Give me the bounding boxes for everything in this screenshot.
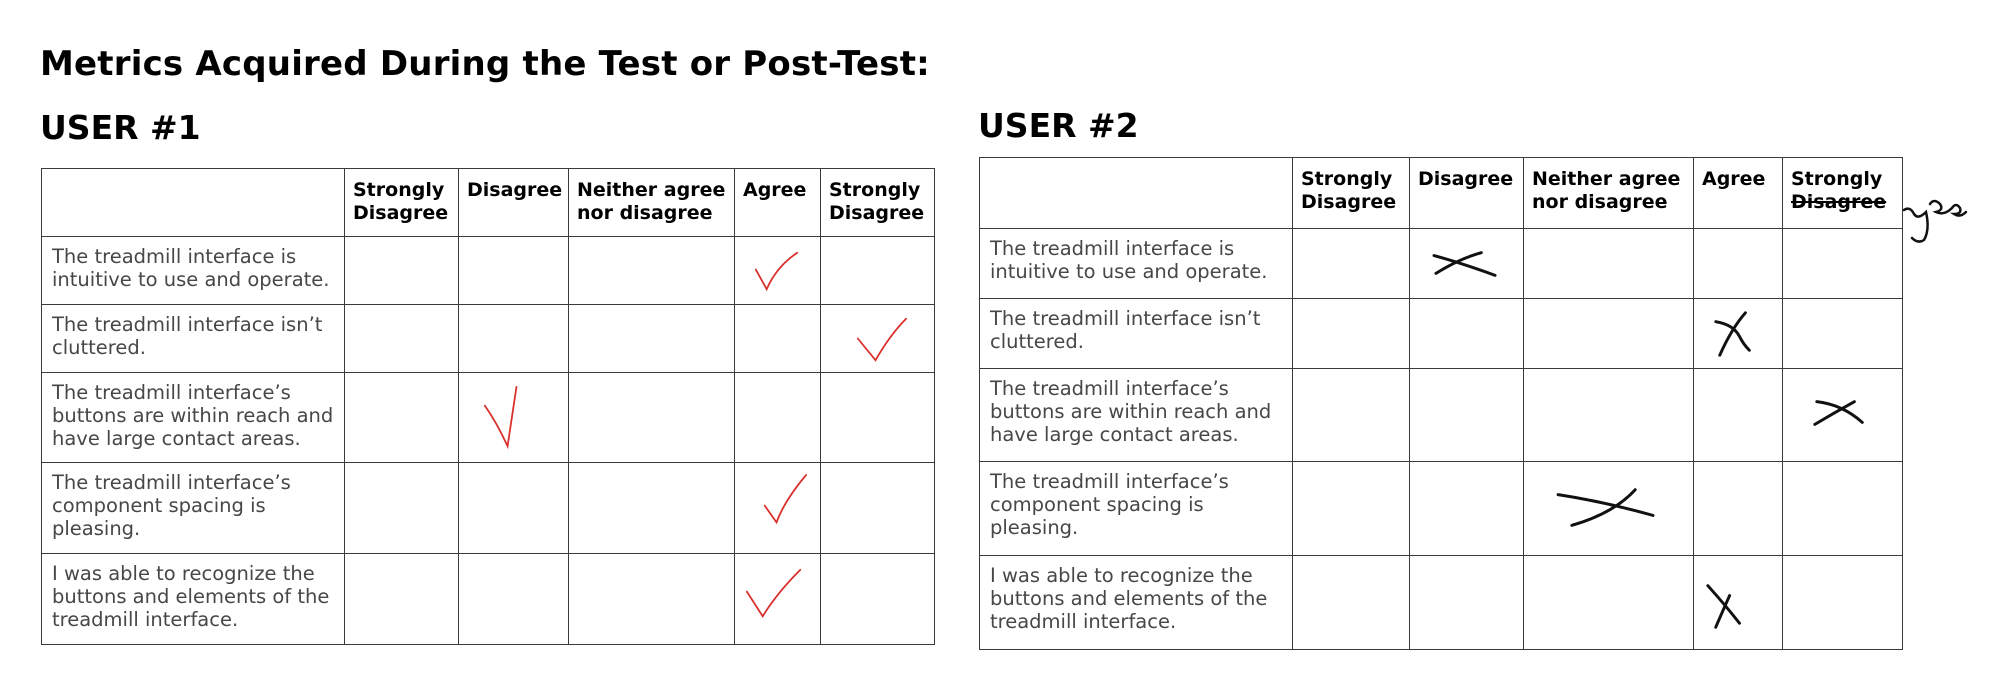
response-cell (1410, 462, 1524, 556)
header-neither: Neither agree nor disagree (569, 169, 735, 237)
table-row (980, 462, 1903, 556)
red-checkmark-icon (735, 463, 820, 553)
response-cell (1293, 299, 1410, 369)
red-checkmark-icon (459, 373, 568, 462)
response-cell (1524, 556, 1694, 650)
response-cell (1694, 229, 1783, 299)
header-neither: Neither agree nor disagree (1524, 158, 1694, 229)
response-cell (1694, 462, 1783, 556)
statement-cell: I was able to recognize the buttons and elements of the treadmill interface. (980, 556, 1293, 650)
response-cell (821, 237, 935, 305)
response-cell (459, 373, 569, 463)
statement-cell: The treadmill interface is intuitive to use and operate. (42, 237, 345, 305)
statement-cell: The treadmill interface’s buttons are within reach and have large contact areas. (980, 369, 1293, 462)
statement-cell: I was able to recognize the buttons and elements of the treadmill interface. (42, 554, 345, 645)
response-cell (821, 463, 935, 554)
red-checkmark-icon (821, 305, 934, 372)
table-row (42, 554, 935, 645)
response-cell (821, 373, 935, 463)
statement-cell: The treadmill interface is intuitive to use and operate. (980, 229, 1293, 299)
response-cell (1783, 462, 1903, 556)
response-cell (459, 554, 569, 645)
header-blank (42, 169, 345, 237)
header-strongly-corrected (1783, 158, 1903, 229)
response-cell (1694, 369, 1783, 462)
header-disagree: Disagree (459, 169, 569, 237)
response-cell (1783, 299, 1903, 369)
user2-heading: USER #2 (978, 106, 1139, 145)
header-strongly-word: Strongly (1791, 168, 1883, 190)
response-cell (1410, 369, 1524, 462)
response-cell (345, 237, 459, 305)
user2-survey-table (979, 157, 1903, 650)
response-cell (821, 554, 935, 645)
response-cell (569, 373, 735, 463)
user1-survey-table (41, 168, 935, 645)
response-cell (459, 463, 569, 554)
cross-mark-icon (1410, 229, 1523, 298)
response-cell (1694, 556, 1783, 650)
response-cell (345, 373, 459, 463)
table-row (42, 305, 935, 373)
cross-mark-icon (1694, 556, 1782, 649)
response-cell (345, 554, 459, 645)
table-header-row (980, 158, 1903, 229)
table-row (980, 229, 1903, 299)
response-cell (1783, 369, 1903, 462)
response-cell (1783, 229, 1903, 299)
table-row (42, 463, 935, 554)
header-strongly-disagree-2: Strongly Disagree (821, 169, 935, 237)
table-row (980, 556, 1903, 650)
response-cell (1293, 556, 1410, 650)
response-cell (345, 305, 459, 373)
response-cell (569, 554, 735, 645)
statement-cell: The treadmill interface’s buttons are within reach and have large contact areas. (42, 373, 345, 463)
response-cell (735, 237, 821, 305)
response-cell (735, 463, 821, 554)
header-blank (980, 158, 1293, 229)
header-strongly-disagree: Strongly Disagree (345, 169, 459, 237)
statement-cell: The treadmill interface isn’t cluttered. (42, 305, 345, 373)
header-disagree: Disagree (1410, 158, 1524, 229)
struck-out-disagree: Disagree (1791, 191, 1887, 213)
handwritten-agree-correction (1900, 190, 1970, 250)
response-cell (735, 554, 821, 645)
red-checkmark-icon (735, 554, 820, 644)
header-agree: Agree (1694, 158, 1783, 229)
cross-mark-icon (1524, 462, 1693, 555)
response-cell (1694, 299, 1783, 369)
user1-heading: USER #1 (40, 108, 201, 147)
table-row (980, 369, 1903, 462)
red-checkmark-icon (735, 237, 820, 304)
response-cell (1293, 369, 1410, 462)
table-row (42, 237, 935, 305)
cross-mark-icon (1694, 299, 1782, 368)
response-cell (1524, 299, 1694, 369)
response-cell (735, 305, 821, 373)
table-row (980, 299, 1903, 369)
header-agree: Agree (735, 169, 821, 237)
table-row (42, 373, 935, 463)
response-cell (569, 237, 735, 305)
response-cell (459, 305, 569, 373)
response-cell (459, 237, 569, 305)
response-cell (1524, 462, 1694, 556)
response-cell (1293, 462, 1410, 556)
response-cell (1410, 556, 1524, 650)
cross-mark-icon (1783, 369, 1902, 461)
response-cell (1783, 556, 1903, 650)
response-cell (1293, 229, 1410, 299)
statement-cell: The treadmill interface’s component spacing is pleasing. (42, 463, 345, 554)
response-cell (1524, 369, 1694, 462)
response-cell (345, 463, 459, 554)
header-strongly-disagree: Strongly Disagree (1293, 158, 1410, 229)
response-cell (1524, 229, 1694, 299)
statement-cell: The treadmill interface isn’t cluttered. (980, 299, 1293, 369)
statement-cell: The treadmill interface’s component spacing is pleasing. (980, 462, 1293, 556)
response-cell (1410, 229, 1524, 299)
response-cell (735, 373, 821, 463)
table-header-row (42, 169, 935, 237)
response-cell (1410, 299, 1524, 369)
response-cell (821, 305, 935, 373)
response-cell (569, 463, 735, 554)
response-cell (569, 305, 735, 373)
page-title: Metrics Acquired During the Test or Post-Test: (40, 44, 930, 84)
